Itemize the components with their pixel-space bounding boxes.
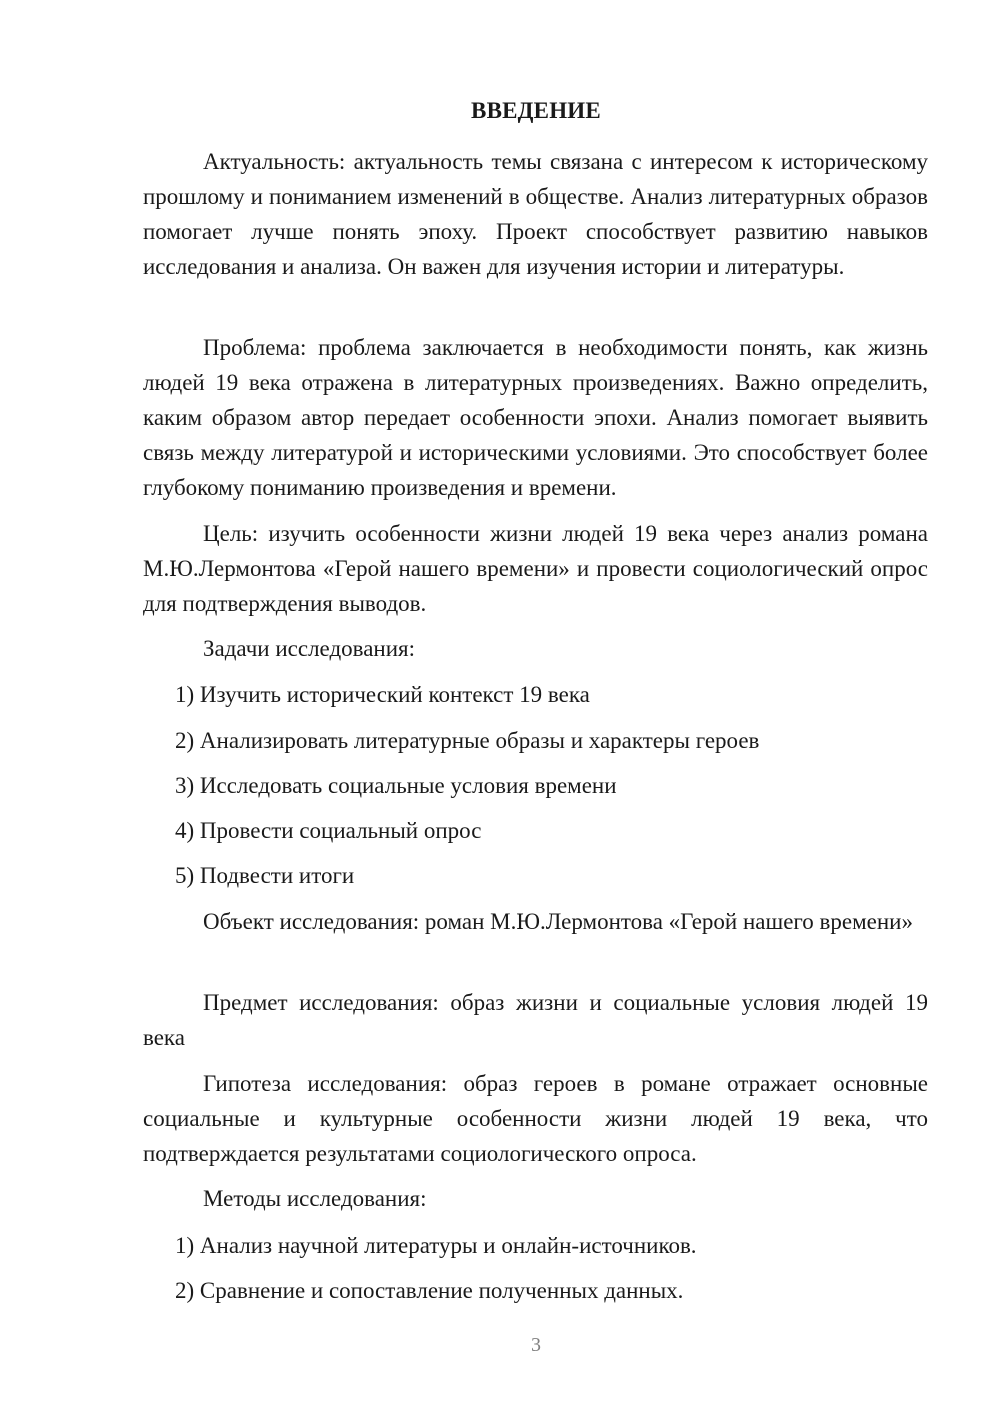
page-number: 3 — [531, 1334, 541, 1356]
problem-paragraph: Проблема: проблема заключается в необходимости понять, как жизнь людей 19 века отражена в литературных произведениях. Важно определить, каким образом автор передает особенности эпохи. Анализ помогает выявить связь между литературой и историческими условиями. Это способствует более глубокому пониманию произведения и времени. — [143, 335, 928, 500]
task-item: 3) Исследовать социальные условия времени — [175, 773, 617, 798]
relevance-block — [143, 144, 928, 284]
methods-heading: Методы исследования: — [203, 1186, 427, 1211]
object-block — [143, 904, 928, 939]
page-title: ВВЕДЕНИЕ — [471, 98, 601, 123]
task-item-1-block — [143, 677, 928, 712]
subject-block — [143, 985, 928, 1055]
method-item: 1) Анализ научной литературы и онлайн-источников. — [175, 1233, 697, 1258]
task-item: 1) Изучить исторический контекст 19 века — [175, 682, 590, 707]
problem-block — [143, 330, 928, 505]
object-paragraph: Объект исследования: роман М.Ю.Лермонтова «Герой нашего времени» — [203, 909, 913, 934]
method-item-1-block — [143, 1228, 928, 1263]
methods-heading-block — [143, 1181, 928, 1216]
method-item: 2) Сравнение и сопоставление полученных данных. — [175, 1278, 684, 1303]
goal-block — [143, 516, 928, 621]
hypothesis-paragraph: Гипотеза исследования: образ героев в романе отражает основные социальные и культурные особенности жизни людей 19 века, что подтверждается результатами социологического опроса. — [143, 1071, 928, 1166]
task-item: 2) Анализировать литературные образы и характеры героев — [175, 728, 760, 753]
task-item-2-block — [143, 723, 928, 758]
task-item-4-block — [143, 813, 928, 848]
task-item: 5) Подвести итоги — [175, 863, 355, 888]
method-item-2-block — [143, 1273, 928, 1308]
tasks-heading: Задачи исследования: — [203, 636, 416, 661]
subject-paragraph: Предмет исследования: образ жизни и социальные условия людей 19 века — [143, 990, 928, 1050]
task-item-5-block — [143, 858, 928, 893]
task-item: 4) Провести социальный опрос — [175, 818, 482, 843]
tasks-heading-block — [143, 631, 928, 666]
hypothesis-block — [143, 1066, 928, 1171]
task-item-3-block — [143, 768, 928, 803]
goal-paragraph: Цель: изучить особенности жизни людей 19 века через анализ романа М.Ю.Лермонтова «Герой нашего времени» и провести социологический опрос для подтверждения выводов. — [143, 521, 928, 616]
relevance-paragraph: Актуальность: актуальность темы связана с интересом к историческому прошлому и пониманием изменений в обществе. Анализ литературных образов помогает лучше понять эпоху. Проект способствует развитию навыков исследования и анализа. Он важен для изучения истории и литературы. — [143, 149, 928, 279]
